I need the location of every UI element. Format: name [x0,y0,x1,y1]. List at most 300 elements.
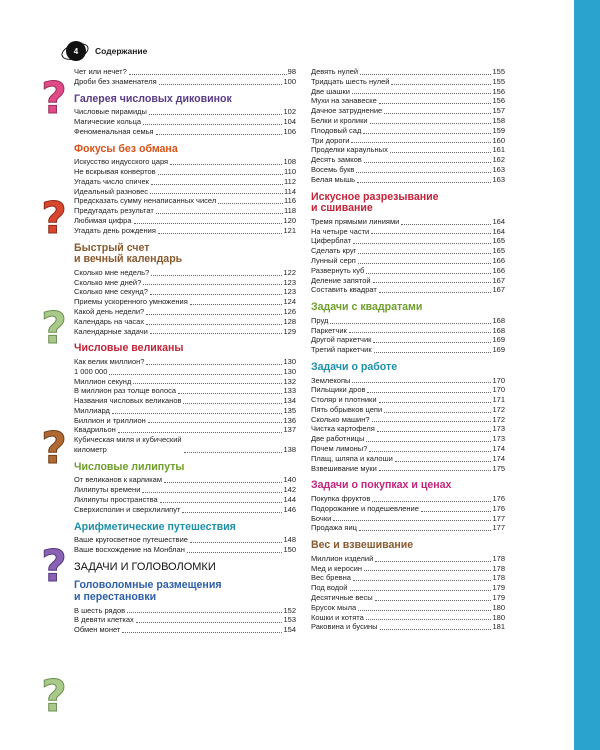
toc-entry-title: Предугадать результат [74,206,154,216]
toc-entry-title: Искусство индусского царя [74,157,169,167]
toc-page-number: 179 [492,593,505,603]
toc-page-number: 167 [492,285,505,295]
dot-leader [109,367,282,375]
dot-leader [358,256,492,264]
toc-page-number: 167 [492,275,505,285]
toc-page-number: 170 [492,385,505,395]
dot-leader [371,227,491,235]
dot-leader [148,416,283,424]
toc-entry-title: Плодовый сад [311,125,362,135]
dot-leader [372,415,492,423]
toc-entry[interactable] [74,77,296,87]
dot-leader [146,317,282,325]
toc-entry-title: Чистка картофеля [311,424,375,434]
toc-page-number: 160 [492,135,505,145]
toc-page-number: 177 [492,523,505,533]
toc-entry[interactable] [74,485,296,495]
toc-entry[interactable] [74,367,296,377]
toc-entry-title: Столяр и плотники [311,395,377,405]
toc-page-number: 177 [492,513,505,523]
toc-page-number: 164 [492,216,505,226]
svg-text:?: ? [41,543,67,591]
dot-leader [183,396,282,404]
toc-page-number: 140 [283,475,296,485]
toc-entry[interactable] [311,603,505,613]
toc-entry[interactable] [311,326,505,336]
toc-entry[interactable] [74,625,296,635]
toc-entry[interactable] [74,406,296,416]
toc-entry[interactable] [311,77,505,87]
page-title: Содержание [95,46,148,56]
toc-entry-title: Циферблат [311,236,352,246]
toc-entry-title: Названия числовых великанов [74,396,182,406]
toc-entry-title: На четыре части [311,226,370,236]
dot-leader [151,268,282,276]
section-heading: Задачи о работе [311,360,398,373]
toc-page-number: 162 [492,155,505,165]
toc-entry[interactable] [311,67,505,77]
dot-leader [129,67,287,75]
toc-page-number: 176 [492,503,505,513]
dot-leader [379,464,492,472]
toc-page-number: 173 [492,434,505,444]
toc-page-number: 168 [492,315,505,325]
toc-page-number: 118 [284,206,296,216]
toc-entry[interactable] [311,385,505,395]
toc-entry[interactable] [311,554,505,564]
toc-entry-title: Составить квадрат [311,285,377,295]
dot-leader [190,297,283,305]
dot-leader [367,385,491,393]
question-mark-icon [37,673,71,721]
toc-entry-title: Проделки караульных [311,145,388,155]
dot-leader [401,217,491,225]
toc-entry-title: Дачное затруднение [311,106,383,116]
toc-page-number: 155 [492,67,505,76]
toc-page-number: 144 [283,495,296,505]
section-heading: Числовые великаны [74,342,184,355]
page-number-badge [66,41,86,61]
svg-text:?: ? [41,75,67,123]
toc-page-number: 171 [492,395,505,405]
dot-leader [122,625,282,633]
toc-entry[interactable] [311,434,505,444]
toc-entry[interactable] [74,297,296,307]
toc-page-number: 163 [492,164,505,174]
svg-text:?: ? [41,305,67,353]
toc-page-number: 120 [283,215,296,225]
dot-leader [357,175,491,183]
toc-entry[interactable] [74,475,296,485]
dot-leader [384,106,491,114]
toc-entry[interactable] [74,416,296,426]
toc-entry[interactable] [311,454,505,464]
dot-leader [377,424,492,432]
dot-leader [333,514,491,522]
toc-page-number: 152 [283,605,296,615]
toc-page-number: 146 [283,504,296,514]
toc-entry[interactable] [311,424,505,434]
dot-leader [156,127,283,135]
toc-entry-title: Пильщики дров [311,385,366,395]
toc-entry-title: Белки и кролики [311,115,368,125]
toc-entry-title: Восемь букв [311,164,355,174]
toc-entry[interactable] [74,278,296,288]
toc-entry[interactable] [311,345,505,355]
toc-entry-title: Другой паркетчик [311,335,372,345]
dot-leader [375,593,492,601]
question-mark-icon [37,543,71,591]
toc-entry[interactable] [311,217,505,227]
toc-page-number: 122 [283,267,296,277]
toc-entry[interactable] [74,177,296,187]
toc-entry-title: Десять замков [311,155,362,165]
toc-entry[interactable] [74,425,296,435]
toc-entry-title: В девяти клетках [74,615,134,625]
toc-entry[interactable] [74,327,296,337]
toc-entry-title: Феноменальная семья [74,126,154,136]
toc-entry[interactable] [74,377,296,387]
toc-entry[interactable] [74,216,296,226]
toc-page-number: 130 [283,356,296,366]
toc-entry-title: Сколько машин? [311,414,370,424]
toc-entry[interactable] [311,335,505,345]
toc-page-number: 179 [492,583,505,593]
dot-leader [127,606,282,614]
toc-entry-title: Землекопы [311,375,351,385]
toc-entry[interactable] [311,96,505,106]
toc-entry[interactable] [311,405,505,415]
toc-entry[interactable] [311,573,505,583]
toc-entry[interactable] [311,523,505,533]
dot-leader [358,246,491,254]
toc-page-number: 106 [283,126,296,136]
toc-entry[interactable] [74,206,296,216]
dot-leader [187,545,283,553]
dot-leader [158,226,283,234]
toc-page-number: 175 [492,463,505,473]
toc-entry[interactable] [311,504,505,514]
toc-entry[interactable] [74,396,296,406]
toc-entry[interactable] [311,415,505,425]
toc-page-number: 110 [284,166,296,176]
toc-page-number: 153 [283,615,296,625]
toc-entry-title: Мед и керосин [311,563,363,573]
toc-entry[interactable] [74,435,296,455]
toc-entry-title: Как велик миллион? [74,356,145,366]
toc-entry-title: Угадать число спичек [74,176,149,186]
toc-entry[interactable] [74,268,296,278]
toc-entry[interactable] [311,613,505,623]
toc-page-number: 129 [283,326,296,336]
dot-leader [379,96,492,104]
toc-page-number: 164 [492,226,505,236]
toc-page-number: 132 [283,376,296,386]
toc-entry-title: Сколько мне секунд? [74,287,148,297]
toc-page-number: 136 [283,415,296,425]
toc-entry-title: Девять нулей [311,67,359,76]
dot-leader [421,504,492,512]
toc-page-number: 174 [492,444,505,454]
dot-leader [218,196,283,204]
toc-entry[interactable] [311,593,505,603]
toc-page-number: 169 [492,345,505,355]
toc-entry[interactable] [311,136,505,146]
toc-entry-title: Календарные задачи [74,326,148,336]
dot-leader [358,603,491,611]
toc-entry[interactable] [311,444,505,454]
section-heading: Задачи о покупках и ценах [311,479,452,492]
toc-entry-title: Лилипуты пространства [74,495,158,505]
toc-entry[interactable] [74,107,296,117]
dot-leader [159,77,283,85]
toc-entry-title: Кубическая миля и кубический километр [74,435,182,455]
toc-entry-title: Предсказать сумму ненаписанных чисел [74,196,217,206]
toc-entry-title: Лилипуты времени [74,485,141,495]
section-heading: Числовые лилипуты [74,460,185,473]
toc-entry[interactable] [74,226,296,236]
toc-entry[interactable] [311,316,505,326]
toc-entry[interactable] [74,187,296,197]
toc-entry-title: Белая мышь [311,174,356,184]
toc-entry-title: Сделать круг [311,246,357,256]
toc-entry[interactable] [311,106,505,116]
toc-entry[interactable] [74,167,296,177]
section-heading: Головоломные размещения и перестановки [74,579,222,604]
toc-entry-title: От великанов к карликам [74,475,162,485]
toc-entry[interactable] [311,165,505,175]
dot-leader [391,77,491,85]
toc-page-number: 163 [492,174,505,184]
toc-page-number: 133 [283,386,296,396]
toc-entry-title: Миллион секунд [74,376,132,386]
toc-entry[interactable] [311,145,505,155]
toc-entry[interactable] [74,127,296,137]
toc-entry-title: Миллион изделий [311,553,374,563]
dot-leader [364,564,491,572]
toc-page-number: 158 [492,115,505,125]
toc-entry-title: Деление запятой [311,275,371,285]
dot-leader [133,377,282,385]
toc-page-number: 112 [284,176,296,186]
toc-entry[interactable] [311,583,505,593]
toc-page-number: 142 [283,485,296,495]
dot-leader [150,287,283,295]
toc-entry[interactable] [311,564,505,574]
toc-left-column [74,67,296,635]
toc-entry[interactable] [311,87,505,97]
dot-leader [359,523,492,531]
section-heading: ЗАДАЧИ И ГОЛОВОЛОМКИ [74,560,216,573]
toc-entry[interactable] [311,376,505,386]
page-number: 4 [73,46,79,56]
toc-page-number: 165 [492,246,505,256]
dot-leader [184,452,283,453]
toc-entry-title: Пять обрывков цепи [311,404,383,414]
toc-entry[interactable] [74,317,296,327]
toc-entry[interactable] [74,495,296,505]
dot-leader [164,475,283,483]
dot-leader [356,165,491,173]
toc-entry[interactable] [311,622,505,632]
toc-page-number: 159 [492,125,505,135]
toc-page-number: 137 [283,425,296,435]
dot-leader [373,335,491,343]
toc-entry[interactable] [311,464,505,474]
toc-entry-title: Две шашки [311,86,350,96]
toc-entry-title: Две работницы [311,434,365,444]
toc-page-number: 150 [283,545,296,555]
toc-entry[interactable] [74,67,296,77]
page-header [66,40,147,62]
section-heading: Фокусы без обмана [74,142,178,155]
toc-entry-title: Угадать день рождения [74,225,156,235]
question-mark-icon [37,305,71,353]
dot-leader [366,434,491,442]
toc-page-number: 176 [492,494,505,504]
toc-page-number: 98 [287,67,296,76]
toc-entry-title: Ваше кругосветное путешествие [74,535,188,545]
toc-entry[interactable] [74,535,296,545]
toc-entry-title: Числовые пирамиды [74,107,147,117]
toc-entry-title: Почем лимоны? [311,444,368,454]
toc-entry-title: Под водой [311,583,348,593]
toc-page-number: 172 [492,404,505,414]
dot-leader [374,345,492,353]
toc-right-column [311,67,505,632]
toc-page-number: 178 [492,573,505,583]
dot-leader [149,107,283,115]
dot-leader [353,573,492,581]
toc-entry-title: Паркетчик [311,325,347,335]
dot-leader [143,117,282,125]
toc-entry[interactable] [74,606,296,616]
toc-entry[interactable] [74,157,296,167]
toc-page-number: 181 [492,622,505,632]
toc-entry-title: Приемы ускоренного умножения [74,297,188,307]
toc-entry[interactable] [311,514,505,524]
toc-entry-title: Магические кольца [74,116,142,126]
toc-entry-title: Сверхисполин и сверхлилипут [74,504,181,514]
toc-page-number: 114 [284,186,296,196]
toc-page-number: 180 [492,602,505,612]
toc-entry[interactable] [74,505,296,515]
toc-entry-title: Тридцать шесть нулей [311,76,390,86]
toc-entry-title: Развернуть куб [311,265,365,275]
toc-entry-title: 1 000 000 [74,366,108,376]
svg-text:?: ? [41,195,67,243]
toc-page-number: 155 [492,76,505,86]
toc-entry[interactable] [74,357,296,367]
svg-text:?: ? [41,673,67,721]
toc-entry[interactable] [74,117,296,127]
toc-entry[interactable] [311,285,505,295]
section-heading: Галерея числовых диковинок [74,92,232,105]
toc-entry[interactable] [74,196,296,206]
toc-entry[interactable] [311,256,505,266]
toc-page-number: 123 [283,287,296,297]
toc-entry[interactable] [311,395,505,405]
toc-entry[interactable] [311,227,505,237]
toc-page-number: 148 [283,535,296,545]
toc-page-number: 168 [492,325,505,335]
dot-leader [112,406,283,414]
toc-entry-title: Обмен монет [74,625,121,635]
dot-leader [370,116,492,124]
toc-entry-title: Взвешивание муки [311,463,377,473]
toc-page-number: 178 [492,563,505,573]
toc-entry-title: Лунный серп [311,255,356,265]
toc-page-number: 130 [283,366,296,376]
toc-entry[interactable] [74,287,296,297]
dot-leader [143,278,282,286]
toc-page-number: 135 [283,405,296,415]
toc-page-number: 134 [283,396,296,406]
dot-leader [156,206,283,214]
toc-entry[interactable] [311,175,505,185]
toc-page-number: 172 [492,414,505,424]
toc-entry[interactable] [311,155,505,165]
toc-page-number: 104 [283,116,296,126]
dot-leader [379,395,492,403]
toc-entry[interactable] [74,307,296,317]
toc-entry[interactable] [311,126,505,136]
toc-entry-title: В миллион раз толще волоса [74,386,177,396]
svg-text:?: ? [41,425,67,473]
page-edge-stripe [574,0,600,750]
toc-entry-title: Мухи на занавеске [311,96,377,106]
toc-entry-title: Идеальный разновес [74,186,149,196]
toc-page-number: 100 [283,76,296,86]
toc-entry-title: Третий паркетчик [311,345,372,355]
toc-entry[interactable] [311,116,505,126]
dot-leader [366,613,492,621]
toc-entry-title: Тремя прямыми линиями [311,216,400,226]
dot-leader [150,187,283,195]
toc-entry-title: Квадрильон [74,425,116,435]
toc-entry[interactable] [311,494,505,504]
toc-entry[interactable] [311,276,505,286]
toc-entry[interactable] [74,545,296,555]
toc-page-number: 166 [492,255,505,265]
toc-entry-title: Раковина и бусины [311,622,378,632]
toc-entry[interactable] [311,246,505,256]
dot-leader [182,505,282,513]
toc-entry[interactable] [311,236,505,246]
dot-leader [351,136,491,144]
dot-leader [150,327,283,335]
section-heading: Быстрый счет и вечный календарь [74,241,183,266]
toc-entry[interactable] [74,386,296,396]
toc-page-number: 123 [283,277,296,287]
dot-leader [369,444,491,452]
toc-page-number: 156 [492,86,505,96]
toc-entry-title: Вес бревна [311,573,351,583]
dot-leader [353,236,491,244]
toc-entry-title: Пруд [311,315,329,325]
toc-page-number: 178 [492,553,505,563]
dot-leader [330,316,491,324]
dot-leader [158,167,283,175]
toc-entry[interactable] [74,615,296,625]
dot-leader [146,307,282,315]
toc-entry[interactable] [311,266,505,276]
toc-entry-title: Брусок мыла [311,602,357,612]
dot-leader [380,622,492,630]
dot-leader [136,615,283,623]
toc-page-number: 169 [492,335,505,345]
toc-entry-title: Плащ, шляпа и калоши [311,453,393,463]
